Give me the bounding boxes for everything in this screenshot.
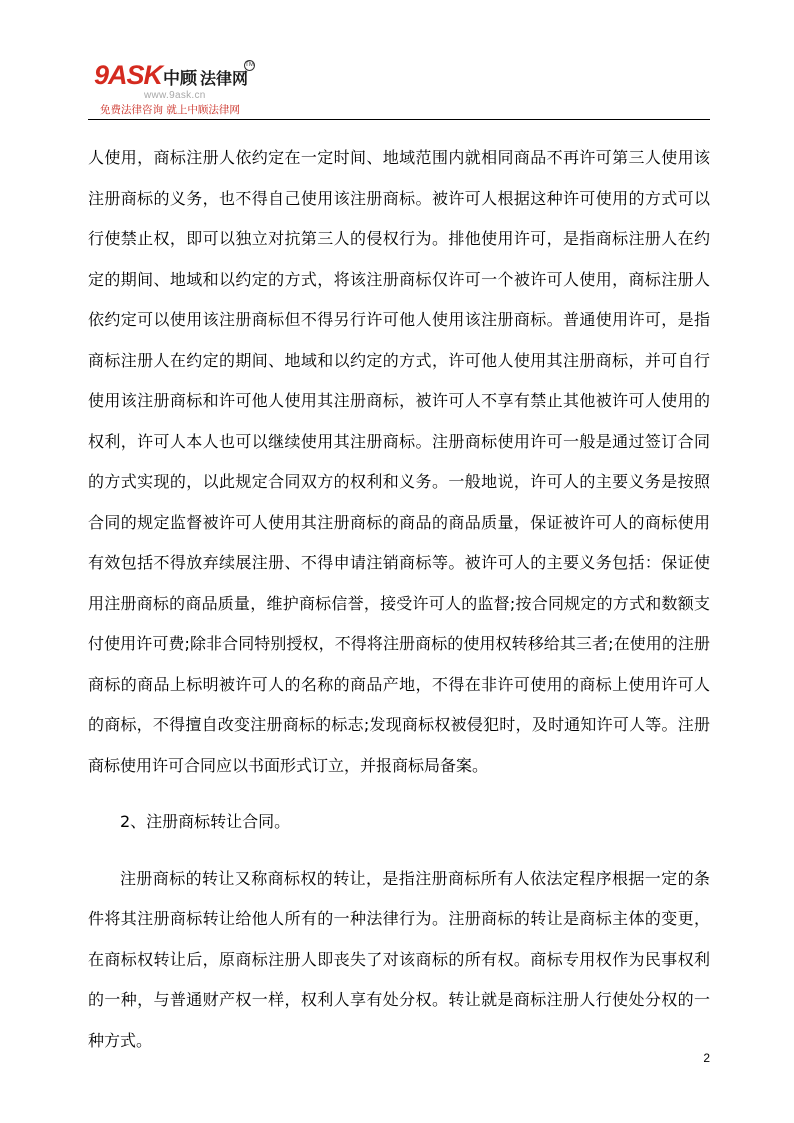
section-heading: 2、注册商标转让合同。 (120, 812, 291, 831)
logo-url: www.9ask.cn (144, 90, 206, 101)
body-paragraph-1: 人使用，商标注册人依约定在一定时间、地域范围内就相同商品不再许可第三人使用该注册商标的义务，也不得自己使用该注册商标。被许可人根据这种许可使用的方式可以行使禁止权，即可以独立对抗第三人的侵权行为。排他使用许可，是指商标注册人在约定的期间、地域和以约定的方式，将该注册商标仅许可一个被许可人使用，商标注册人依约定可以使用该注册商标但不得另行许可他人使用该注册商标。普通使用许可，是指商标注册人在约定的期间、地域和以约定的方式，许可他人使用其注册商标，并可自行使用该注册商标和许可他人使用其注册商标，被许可人不享有禁止其他被许可人使用的权利，许可人本人也可以继续使用其注册商标。注册商标使用许可一般是通过签订合同的方式实现的，以此规定合同双方的权利和义务。一般地说，许可人的主要义务是按照合同的规定监督被许可人使用其注册商标的商品的商品质量，保证被许可人的商标使用有效包括不得放弃续展注册、不得申请注销商标等。被许可人的主要义务包括：保证使用注册商标的商品质量，维护商标信誉，接受许可人的监督;按合同规定的方式和数额支付使用许可费;除非合同特别授权，不得将注册商标的使用权转移给其三者;在使用的注册商标的商品上标明被许可人的名称的商品产地，不得在非许可使用的商标上使用许可人的商标，不得擅自改变注册商标的标志;发现商标权被侵犯时，及时通知许可人等。注册商标使用许可合同应以书面形式订立，并报商标局备案。 (88, 148, 710, 775)
logo-brand: 中顾 (163, 69, 198, 89)
document-body (88, 138, 710, 1061)
logo-wordmark (94, 60, 248, 90)
logo-site-name: 法律网 (200, 69, 249, 88)
page-header (88, 54, 710, 120)
logo-slogan: 免费法律咨询 就上中顾法律网 (100, 104, 240, 116)
page-number: 2 (703, 1051, 710, 1065)
trademark-icon: TM (244, 60, 255, 71)
header-divider (88, 119, 710, 120)
logo-mark: 9ASK (94, 60, 163, 90)
site-logo[interactable] (94, 60, 284, 116)
body-paragraph-2: 注册商标的转让又称商标权的转让，是指注册商标所有人依法定程序根据一定的条件将其注册商标转让给他人所有的一种法律行为。注册商标的转让是商标主体的变更，在商标权转让后，原商标注册人即丧失了对该商标的所有权。商标专用权作为民事权利的一种，与普通财产权一样，权利人享有处分权。转让就是商标注册人行使处分权的一种方式。 (88, 868, 710, 1050)
